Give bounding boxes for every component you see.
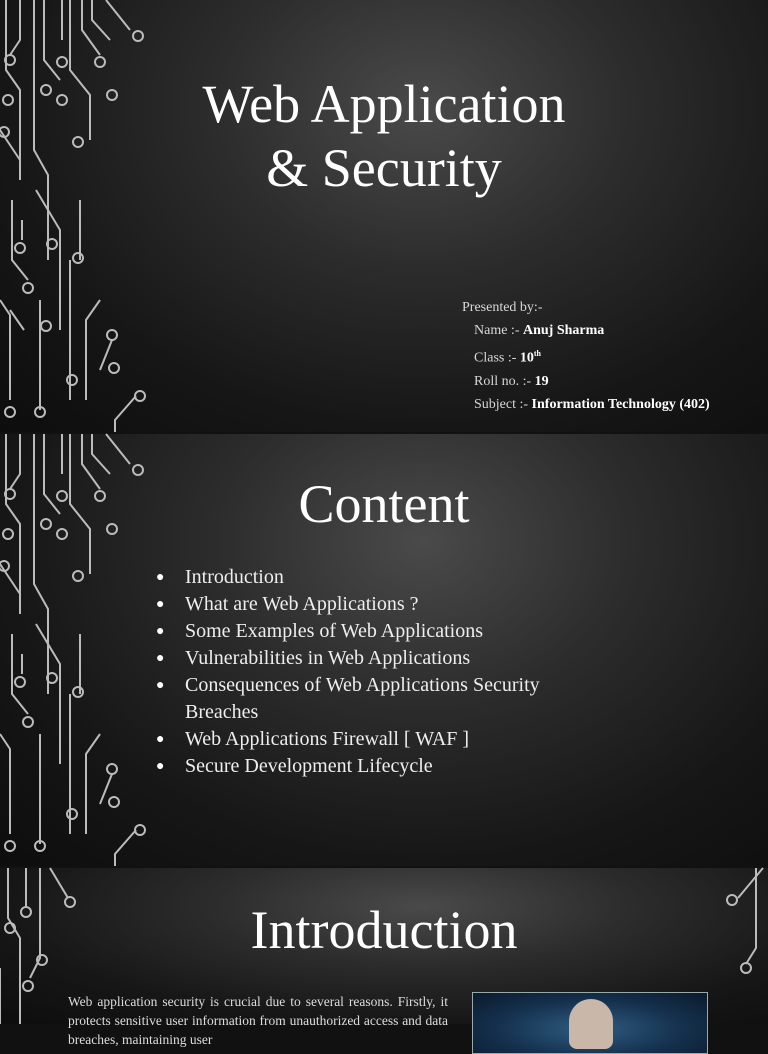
class-value: 10 [519,350,534,366]
subject-value: Information Technology (402) [531,396,710,412]
list-item: ● Web Applications Firewall [ WAF ] [156,726,616,753]
slide-introduction [0,868,768,1047]
list-item: ● Vulnerabilities in Web Applications [156,645,616,672]
presenter-class-row [462,342,710,370]
list-item: ● Some Examples of Web Applications [156,618,616,645]
content-title: Content [298,474,470,534]
name-value: Anuj Sharma [522,323,605,338]
presenter-name-row [462,319,710,342]
introduction-paragraph: Web application security is crucial due to several reasons. Firstly, it protects sensitive user information from unauthorized access and data breaches, maintaining user [68,993,448,1047]
slide-content [0,434,768,866]
person-figure-icon [569,999,613,1049]
name-label: Name :- [474,323,523,338]
list-item: ● Introduction [156,564,616,591]
content-list [156,564,616,780]
list-item: ● Secure Development Lifecycle [156,753,616,780]
list-item: ● Consequences of Web Applications Security Breaches [156,672,616,726]
presenter-subject-row [462,393,710,416]
slide-title-heading [0,72,768,200]
introduction-title: Introduction [250,900,518,960]
list-item: ● What are Web Applications ? [156,591,616,618]
presenter-info [462,296,710,416]
slide-title [0,0,768,432]
class-superscript: th [533,349,542,358]
roll-value: 19 [534,373,549,389]
roll-label: Roll no. :- [474,373,535,389]
class-label: Class :- [474,350,520,366]
subject-label: Subject :- [474,396,532,412]
presented-by-label: Presented by:- [462,300,543,315]
presenter-roll-row [462,370,710,393]
title-line-1: Web Application [202,74,566,134]
title-line-2: & Security [266,138,502,198]
circuit-decoration-icon [0,0,150,432]
security-image [472,992,708,1054]
